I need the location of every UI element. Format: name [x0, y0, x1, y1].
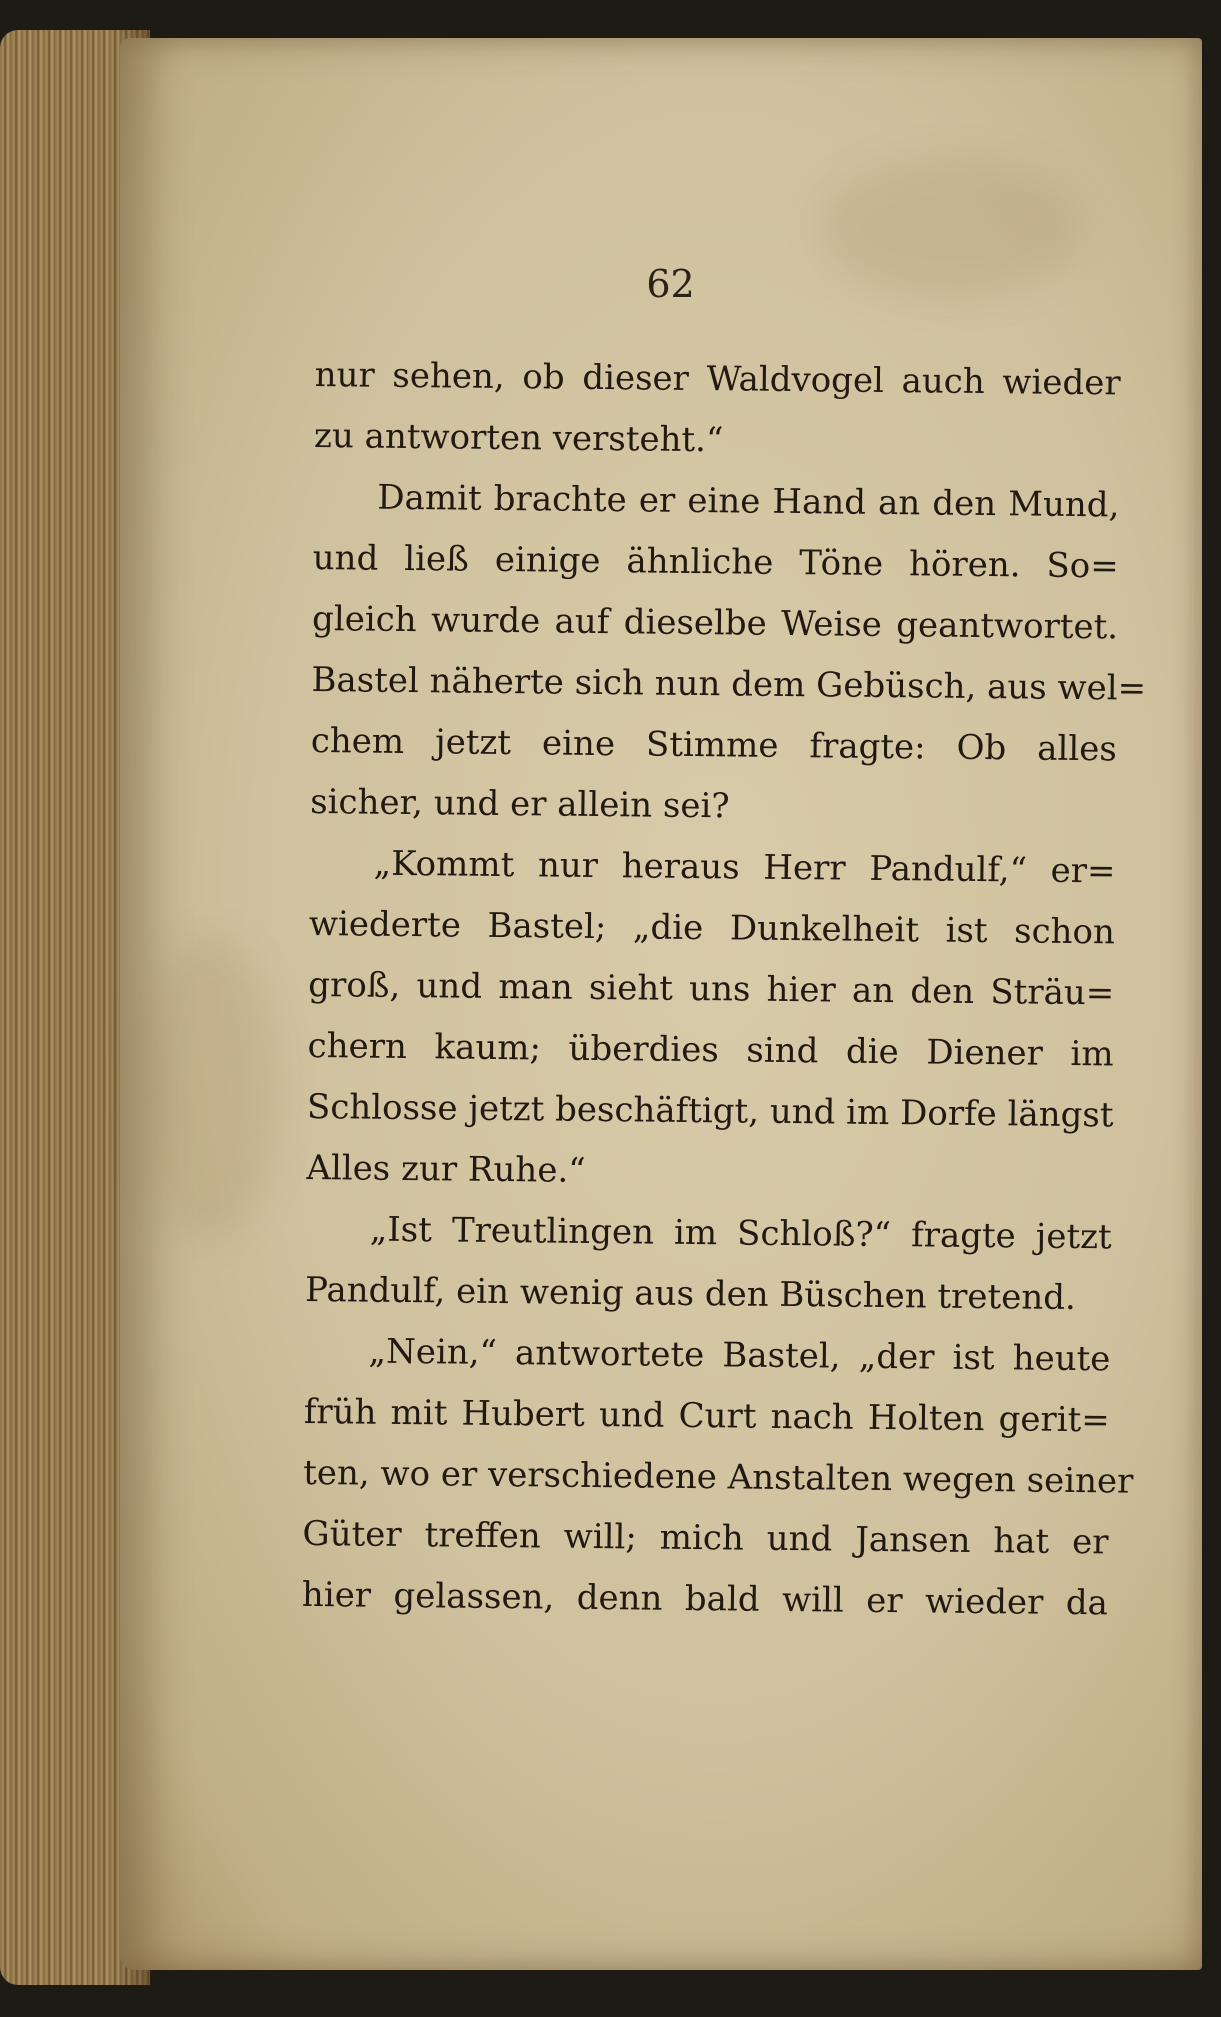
text-line: „Kommt nur heraus Herr Pandulf,“ er=	[373, 843, 1116, 892]
text-line: wiederte Bastel; „die Dunkelheit ist schon	[308, 903, 1116, 953]
text-line: gleich wurde auf dieselbe Weise geantwortet.	[311, 598, 1119, 648]
text-line: nur sehen, ob dieser Waldvogel auch wieder	[314, 354, 1121, 404]
text-line: Damit brachte er eine Hand an den Mund,	[377, 477, 1120, 526]
text-line: „Nein,“ antwortete Bastel, „der ist heute	[368, 1331, 1111, 1380]
paper-stain	[140, 938, 280, 1238]
text-line: „Ist Treutlingen im Schloß?“ fragte jetzt	[369, 1209, 1112, 1258]
text-line: chem jetzt eine Stimme fragte: Ob alles	[310, 720, 1118, 770]
text-line: Schlosse jetzt beschäftigt, und im Dorfe längst	[306, 1086, 1114, 1136]
text-line: ten, wo er verschiedene Anstalten wegen seiner	[302, 1452, 1134, 1502]
text-line: zu antworten versteht.“	[313, 415, 724, 461]
text-line: Alles zur Ruhe.“	[306, 1147, 586, 1191]
page-number: 62	[646, 262, 695, 306]
text-line: sicher, und er allein sei?	[310, 781, 730, 827]
text-line: chern kaum; überdies sind die Diener im	[307, 1025, 1114, 1075]
text-line: und ließ einige ähnliche Töne hören. So=	[312, 537, 1119, 587]
body-text	[301, 345, 1147, 1634]
text-line: Bastel näherte sich nun dem Gebüsch, aus wel=	[311, 659, 1147, 709]
text-line: Pandulf, ein wenig aus den Büschen tretend.	[304, 1269, 1076, 1319]
text-line: Güter treffen will; mich und Jansen hat er	[302, 1513, 1109, 1563]
text-line: groß, und man sieht uns hier an den Sträu=	[308, 964, 1115, 1014]
text-line: früh mit Hubert und Curt nach Holten gerit=	[303, 1391, 1110, 1441]
text-line: hier gelassen, denn bald will er wieder da	[301, 1574, 1109, 1624]
